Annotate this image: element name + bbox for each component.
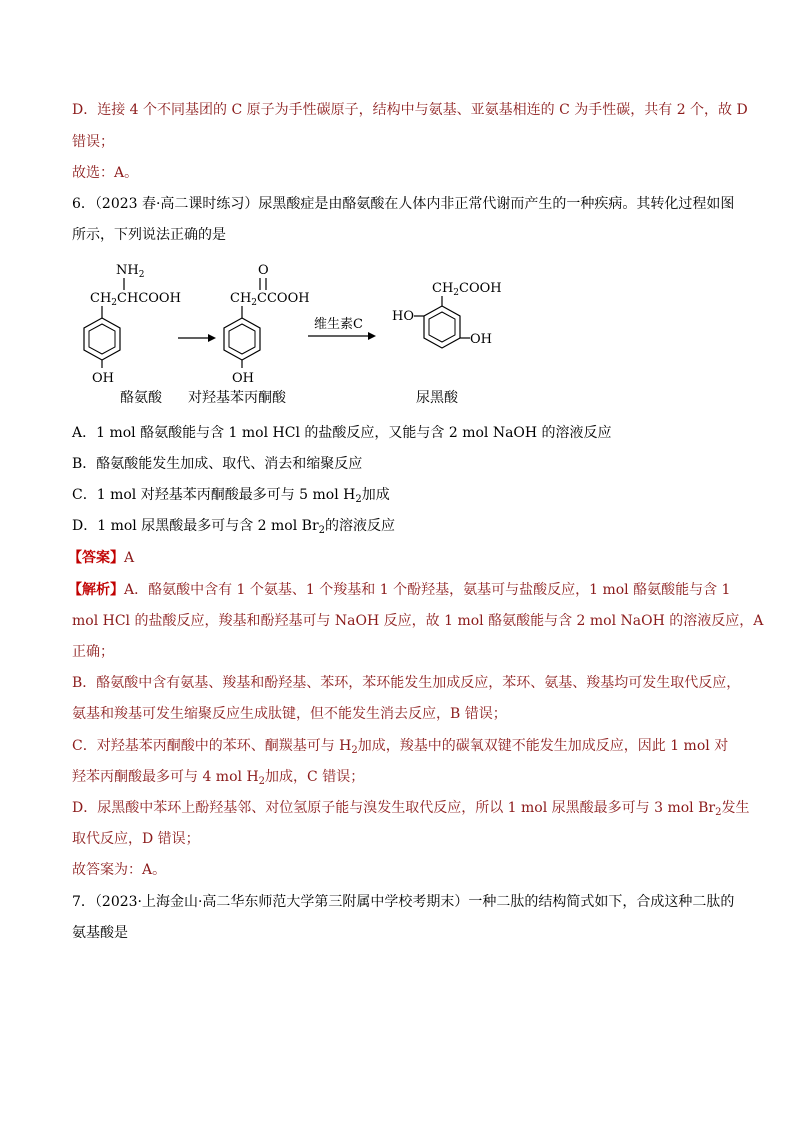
arrow-1-head [208, 334, 216, 342]
q6-stem-line1: 6．（2023 春·高二课时练习）尿黑酸症是由酪氨酸在人体内非正常代谢而产生的一种疾病。其转化过程如图 [72, 196, 735, 212]
q6-stem-line2: 所示，下列说法正确的是 [72, 227, 226, 243]
prev-conclusion: 故选：A。 [72, 165, 139, 181]
m1-side-chain-label: $CH_2CHCOOH$ [90, 291, 181, 308]
m3-side-chain-label: $CH_2COOH$ [432, 281, 502, 298]
prev-option-d-line2: 错误； [72, 134, 114, 150]
q6-analysis-b2: 氨基和羧基可发生缩聚反应生成肽键，但不能发生消去反应，B 错误； [72, 706, 507, 722]
m2-o-label: O [258, 263, 269, 278]
m1-name: 酪氨酸 [120, 390, 162, 406]
q6-analysis-c2: 羟苯丙酮酸最多可与 4 mol $H_2$加成，C 错误； [72, 769, 365, 787]
q6-analysis-d2: 取代反应，D 错误； [72, 831, 200, 847]
q6-analysis-b1: B．酪氨酸中含有氨基、羧基和酚羟基、苯环，苯环能发生加成反应，苯环、氨基、羧基均可发生取代反应， [72, 675, 741, 691]
q6-analysis-a3: 正确； [72, 644, 114, 660]
q6-option-c: C．1 mol 对羟基苯丙酮酸最多可与 5 mol $H_2$加成 [72, 487, 390, 505]
q7-stem-line2: 氨基酸是 [72, 925, 128, 941]
m2-oh-label: OH [232, 371, 254, 386]
q7-stem-line1: 7．（2023·上海金山·高二华东师范大学第三附属中学校考期末）一种二肽的结构简式如下，合成这种二肽的 [72, 894, 735, 910]
tyrosine-structure [84, 263, 181, 406]
homogentisic-acid-structure [392, 281, 502, 406]
m1-nh2-label: $NH_2$ [116, 263, 145, 280]
prev-option-d-line1: D．连接 4 个不同基团的 C 原子为手性碳原子，结构中与氨基、亚氨基相连的 C 为手性碳，共有 2 个，故 D [72, 102, 748, 118]
arrow-2-head [368, 332, 376, 340]
m3-oh-label: OH [470, 332, 492, 347]
q6-reaction-diagram [70, 256, 530, 410]
q6-conclusion: 故答案为：A。 [72, 862, 167, 878]
m1-oh-label: OH [92, 371, 114, 386]
q6-analysis-a1: 【解析】A．酪氨酸中含有 1 个氨基、1 个羧基和 1 个酚羟基，氨基可与盐酸反应，1 mol 酪氨酸能与含 1 [68, 582, 731, 598]
m3-ho-label: HO [392, 309, 414, 324]
m2-side-chain-label: $CH_2CCOOH$ [230, 291, 310, 308]
q6-option-b: B．酪氨酸能发生加成、取代、消去和缩聚反应 [72, 456, 363, 472]
q6-analysis-a2: mol HCl 的盐酸反应，羧基和酚羟基可与 NaOH 反应，故 1 mol 酪氨酸能与含 2 mol NaOH 的溶液反应，A [72, 613, 764, 629]
m2-name: 对羟基苯丙酮酸 [188, 390, 286, 406]
analysis-label: 【解析】 [68, 582, 124, 598]
q6-option-d: D．1 mol 尿黑酸最多可与含 2 mol $Br_2$的溶液反应 [72, 518, 396, 536]
arrow-2-label: 维生素C [314, 317, 363, 332]
answer-label: 【答案】 [68, 550, 124, 566]
hydroxyphenylpyruvic-acid-structure [188, 263, 310, 406]
q6-analysis-d1: D．尿黑酸中苯环上酚羟基邻、对位氢原子能与溴发生取代反应，所以 1 mol 尿黑酸最多可与 3 mol $Br_2$发生 [72, 800, 750, 818]
q6-analysis-c1: C．对羟基苯丙酮酸中的苯环、酮羰基可与 $H_2$加成，羧基中的碳氧双键不能发生加成反应，因此 1 mol 对 [72, 738, 729, 756]
q6-option-a: A．1 mol 酪氨酸能与含 1 mol HCl 的盐酸反应，又能与含 2 mol NaOH 的溶液反应 [72, 425, 612, 441]
q6-answer [68, 548, 134, 568]
answer-value: A [124, 550, 135, 566]
m3-name: 尿黑酸 [416, 390, 458, 406]
